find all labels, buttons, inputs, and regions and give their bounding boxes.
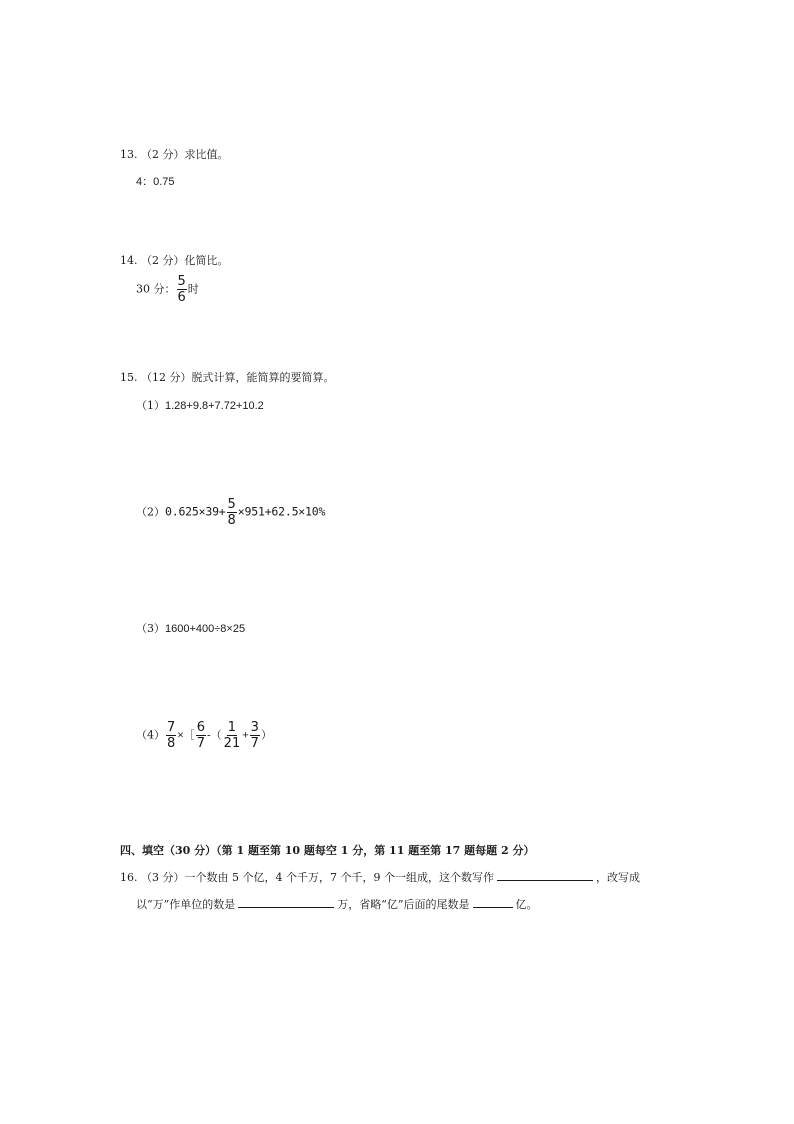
fraction-denominator: 21 bbox=[223, 736, 241, 751]
fraction bbox=[223, 721, 242, 750]
question-prompt: 化简比。 bbox=[184, 254, 229, 267]
section-note: （第 1 题至第 10 题每空 1 分，第 11 题至第 17 题每题 2 分） bbox=[216, 844, 535, 857]
question-score: （2 分） bbox=[141, 254, 185, 267]
question-14-ratio bbox=[136, 275, 199, 304]
question-14-header bbox=[120, 252, 229, 268]
item-expression-part1: 0.625×39+ bbox=[165, 504, 226, 519]
question-text: 亿。 bbox=[515, 898, 538, 911]
question-number: 14. bbox=[120, 254, 138, 267]
item-label: （1） bbox=[136, 399, 165, 412]
answer-blank-wan-unit[interactable] bbox=[238, 897, 334, 908]
fraction-numerator: 7 bbox=[167, 720, 176, 735]
ratio-left: 30 分 bbox=[136, 282, 165, 296]
item-expression-part2: ×951+62.5×10% bbox=[237, 504, 326, 519]
fraction-denominator: 6 bbox=[177, 290, 186, 305]
answer-blank-written-form[interactable] bbox=[497, 870, 593, 881]
fraction bbox=[250, 721, 260, 750]
question-prompt: 求比值。 bbox=[184, 148, 229, 161]
question-number: 13. bbox=[120, 148, 138, 161]
fraction-numerator: 3 bbox=[250, 720, 259, 735]
operator: + bbox=[242, 729, 249, 742]
question-score: （2 分） bbox=[141, 148, 185, 161]
operator: -（ bbox=[207, 729, 222, 742]
item-label: （3） bbox=[136, 622, 165, 635]
item-expression: 1600+400÷8×25 bbox=[165, 623, 246, 635]
fraction bbox=[227, 498, 237, 527]
question-text: 一个数由 5 个亿，4 个千万，7 个千，9 个一组成，这个数写作 bbox=[184, 871, 494, 884]
question-text: ，改写成 bbox=[595, 871, 640, 884]
question-16-line-1 bbox=[120, 869, 640, 885]
fraction-numerator: 6 bbox=[196, 720, 205, 735]
ratio-right: 0.75 bbox=[153, 176, 175, 188]
ratio-separator: ： bbox=[164, 282, 176, 296]
item-label: （4） bbox=[136, 728, 165, 742]
question-13-header bbox=[120, 146, 229, 162]
question-16-line-2 bbox=[136, 896, 538, 912]
ratio-left: 4 bbox=[136, 176, 143, 188]
fraction-numerator: 1 bbox=[227, 720, 237, 735]
question-number: 15. bbox=[120, 371, 138, 384]
section-heading bbox=[120, 842, 534, 858]
fraction-denominator: 8 bbox=[167, 736, 176, 751]
question-text: 以“万”作单位的数是 bbox=[136, 898, 236, 911]
fraction-denominator: 7 bbox=[250, 736, 259, 751]
ratio-separator: ： bbox=[142, 176, 154, 188]
fraction-denominator: 7 bbox=[196, 736, 205, 751]
question-text: 万，省略“亿”后面的尾数是 bbox=[337, 898, 470, 911]
operator: ×［ bbox=[177, 729, 195, 742]
fraction-denominator: 8 bbox=[227, 513, 236, 528]
question-15-item-1 bbox=[136, 397, 264, 413]
answer-blank-yi-approx[interactable] bbox=[473, 897, 513, 908]
question-15-item-3 bbox=[136, 620, 245, 636]
question-15-header bbox=[120, 369, 335, 385]
question-score: （12 分） bbox=[141, 371, 192, 384]
fraction bbox=[196, 721, 206, 750]
section-title: 四、填空（30 分） bbox=[120, 844, 217, 857]
fraction bbox=[177, 275, 187, 304]
operator: ） bbox=[260, 729, 272, 742]
question-number: 16. bbox=[120, 871, 138, 884]
ratio-unit: 时 bbox=[187, 282, 199, 296]
fraction-numerator: 5 bbox=[177, 274, 186, 289]
item-expression: 1.28+9.8+7.72+10.2 bbox=[165, 400, 264, 412]
question-13-ratio bbox=[136, 173, 175, 189]
question-15-item-4 bbox=[136, 721, 272, 750]
fraction bbox=[166, 721, 176, 750]
fraction-numerator: 5 bbox=[227, 497, 236, 512]
item-label: （2） bbox=[136, 505, 165, 519]
question-prompt: 脱式计算，能简算的要简算。 bbox=[191, 371, 335, 384]
question-score: （3 分） bbox=[141, 871, 185, 884]
question-15-item-2 bbox=[136, 498, 325, 527]
